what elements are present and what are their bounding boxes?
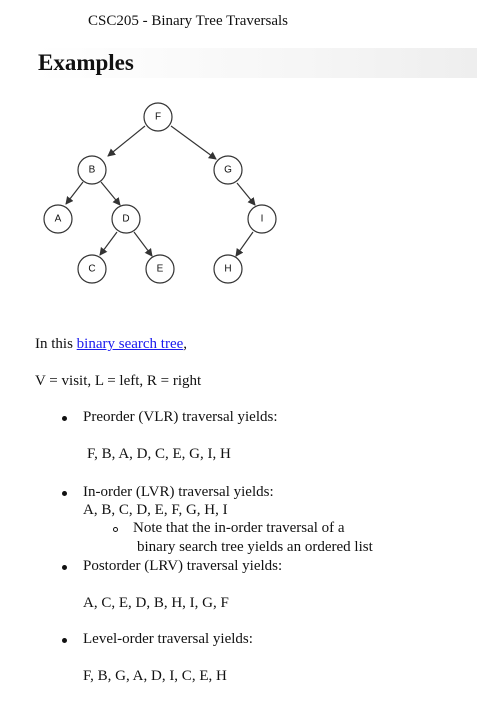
node-b-label: B — [88, 164, 96, 176]
edge-b-a — [66, 182, 83, 204]
edge-f-g — [171, 126, 216, 159]
inorder-note-line1: Note that the in-order traversal of a — [133, 520, 345, 536]
node-d-label: D — [122, 213, 130, 225]
levelorder-label: Level-order traversal yields: — [83, 631, 253, 647]
binary-search-tree-link[interactable]: binary search tree — [76, 336, 184, 352]
bullet-icon — [62, 416, 67, 421]
node-a-label: A — [54, 213, 62, 225]
node-c-label: C — [88, 263, 96, 275]
preorder-label: Preorder (VLR) traversal yields: — [83, 409, 278, 425]
intro-line — [35, 336, 187, 353]
section-title: Examples — [38, 50, 134, 75]
edge-g-i — [237, 183, 255, 205]
bullet-icon — [62, 565, 67, 570]
node-i-label: I — [260, 213, 264, 225]
edge-i-h — [236, 232, 253, 256]
edge-d-c — [100, 232, 117, 255]
intro-suffix: , — [183, 336, 188, 352]
inorder-note-line2: binary search tree yields an ordered list — [137, 539, 373, 555]
bullet-icon — [62, 638, 67, 643]
edge-b-d — [101, 182, 120, 205]
binary-tree-diagram — [30, 95, 290, 295]
postorder-label: Postorder (LRV) traversal yields: — [83, 558, 283, 574]
preorder-result: F, B, A, D, C, E, G, I, H — [87, 446, 231, 462]
node-f-label: F — [154, 111, 162, 123]
node-h-label: H — [224, 263, 232, 275]
node-e-label: E — [156, 263, 164, 275]
edge-d-e — [134, 232, 152, 256]
node-g-label: G — [224, 164, 232, 176]
levelorder-result: F, B, G, A, D, I, C, E, H — [83, 668, 227, 684]
inorder-label: In-order (LVR) traversal yields: — [83, 484, 274, 500]
legend-text: V = visit, L = left, R = right — [35, 373, 202, 389]
intro-prefix: In this — [35, 336, 77, 352]
postorder-result: A, C, E, D, B, H, I, G, F — [83, 595, 229, 611]
edge-f-b — [108, 126, 145, 156]
circle-bullet-icon — [113, 527, 118, 532]
inorder-result: A, B, C, D, E, F, G, H, I — [83, 502, 228, 518]
bullet-icon — [62, 491, 67, 496]
page-header: CSC205 - Binary Tree Traversals — [88, 13, 289, 29]
